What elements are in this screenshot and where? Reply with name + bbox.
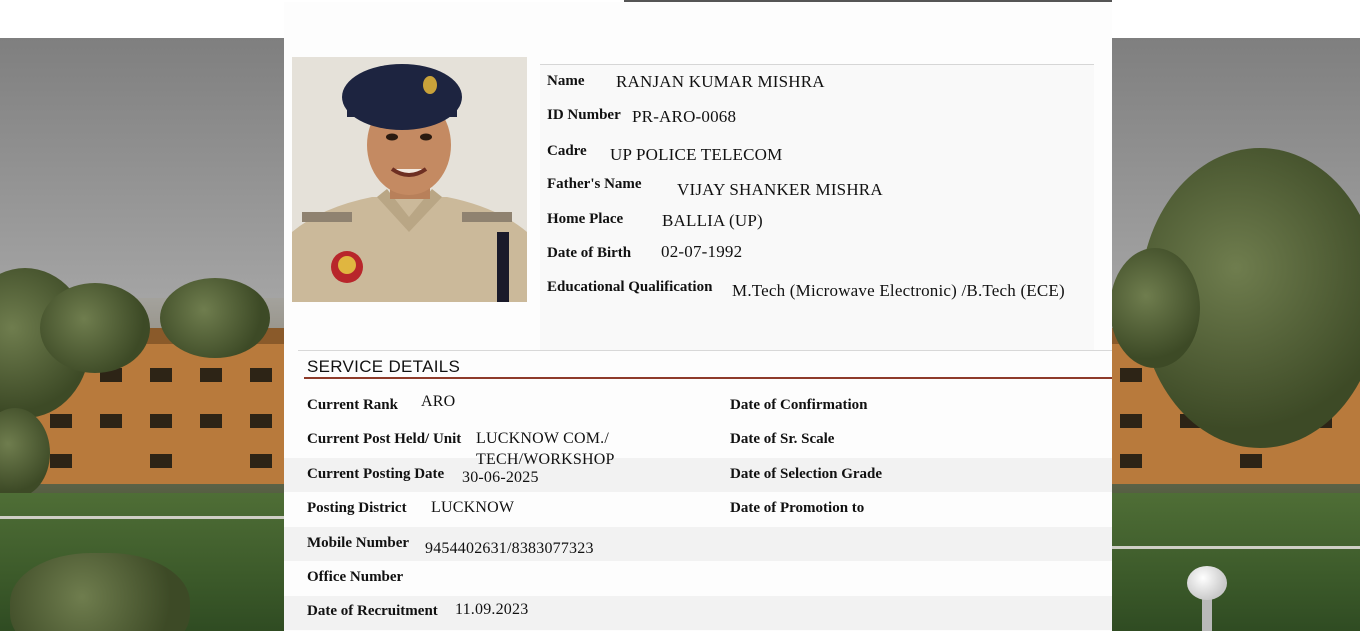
sr-scale-date-label: Date of Sr. Scale: [730, 431, 835, 447]
recruitment-date-label: Date of Recruitment: [307, 603, 438, 619]
recruitment-date-value: 11.09.2023: [455, 601, 529, 618]
section-divider: [304, 377, 1112, 379]
lamp: [1187, 566, 1227, 600]
name-value: RANJAN KUMAR MISHRA: [616, 72, 825, 91]
date-of-birth-label: Date of Birth: [547, 245, 632, 261]
fathers-name-value: VIJAY SHANKER MISHRA: [677, 180, 883, 199]
name-label: Name: [547, 73, 585, 89]
service-details-title: SERVICE DETAILS: [307, 357, 461, 376]
date-of-birth-value: 02-07-1992: [661, 242, 743, 261]
home-place-label: Home Place: [547, 211, 624, 227]
mobile-number-value: 9454402631/8383077323: [425, 540, 594, 557]
current-post-value-line2: TECH/WORKSHOP: [476, 451, 615, 468]
current-post-value-line1: LUCKNOW COM./: [476, 430, 609, 447]
id-number-label: ID Number: [547, 107, 621, 123]
posting-date-value: 30-06-2025: [462, 469, 539, 486]
home-place-value: BALLIA (UP): [662, 211, 763, 230]
tree: [40, 283, 150, 373]
current-rank-value: ARO: [421, 393, 456, 410]
office-number-label: Office Number: [307, 569, 404, 585]
lamp-pole: [1202, 598, 1212, 631]
tree: [160, 278, 270, 358]
path: [1112, 546, 1360, 549]
posting-district-value: LUCKNOW: [431, 499, 515, 516]
officer-portrait-icon: [292, 57, 527, 302]
cadre-label: Cadre: [547, 143, 587, 159]
current-rank-label: Current Rank: [307, 397, 398, 413]
selection-grade-date-label: Date of Selection Grade: [730, 466, 883, 482]
promotion-date-label: Date of Promotion to: [730, 500, 865, 516]
id-number-value: PR-ARO-0068: [632, 107, 737, 126]
hedge: [10, 553, 190, 631]
posting-date-label: Current Posting Date: [307, 466, 445, 482]
education-label: Educational Qualification: [547, 279, 713, 295]
fathers-name-label: Father's Name: [547, 176, 642, 192]
cadre-value: UP POLICE TELECOM: [610, 145, 783, 164]
tree: [1110, 248, 1200, 368]
current-post-label: Current Post Held/ Unit: [307, 431, 462, 447]
officer-photo: [292, 57, 527, 302]
divider: [298, 350, 1112, 351]
education-value: M.Tech (Microwave Electronic) /B.Tech (ECE): [732, 281, 1065, 300]
confirmation-date-label: Date of Confirmation: [730, 397, 868, 413]
path: [0, 516, 285, 519]
mobile-number-label: Mobile Number: [307, 535, 410, 551]
posting-district-label: Posting District: [307, 500, 407, 516]
personal-info-panel: [540, 64, 1094, 351]
